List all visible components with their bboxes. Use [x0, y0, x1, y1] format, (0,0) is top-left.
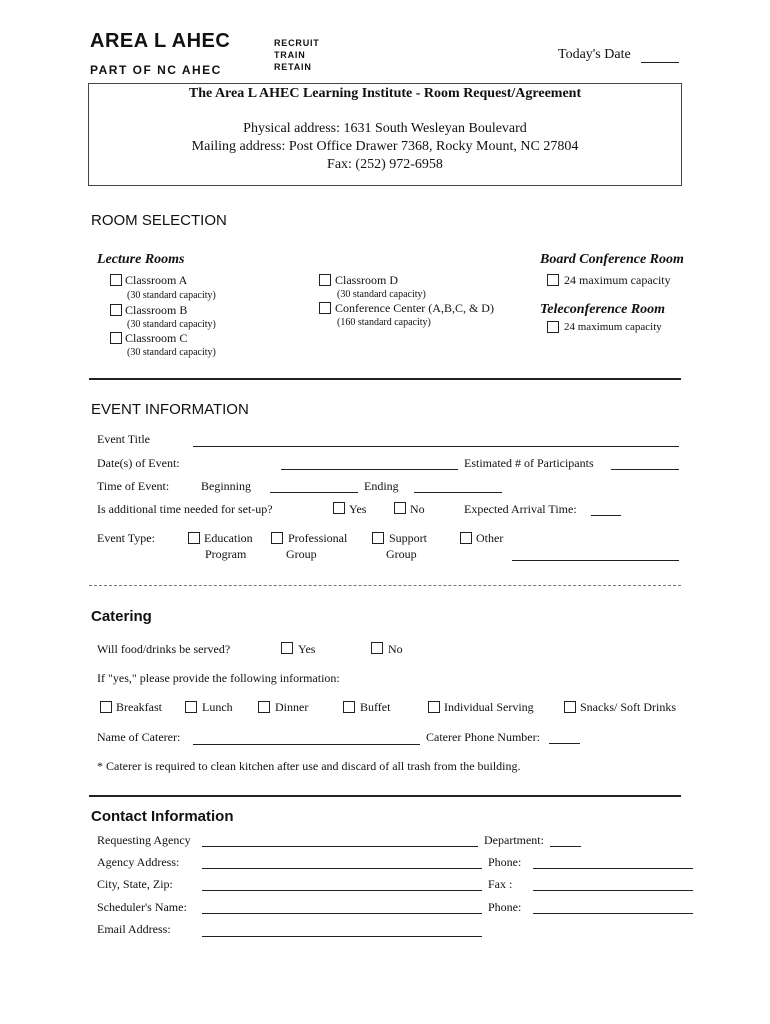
classroom-b-capacity: (30 standard capacity)	[127, 319, 216, 330]
ending-time-field[interactable]	[414, 492, 502, 493]
buffet-checkbox[interactable]	[343, 701, 355, 713]
caterer-phone-label: Caterer Phone Number:	[426, 730, 540, 744]
logo-tag-recruit: RECRUIT	[274, 38, 320, 48]
type-other-checkbox[interactable]	[460, 532, 472, 544]
logo-tag-retain: RETAIN	[274, 62, 312, 72]
conference-center-label: Conference Center (A,B,C, & D)	[335, 301, 494, 315]
logo-tag-train: TRAIN	[274, 50, 306, 60]
type-professional-label-2: Group	[286, 547, 317, 561]
event-title-field[interactable]	[193, 446, 679, 447]
type-education-checkbox[interactable]	[188, 532, 200, 544]
contact-information-heading: Contact Information	[91, 808, 234, 825]
form-title: The Area L AHEC Learning Institute - Room Request/Agreement	[188, 86, 582, 101]
fax-label: Fax :	[488, 877, 513, 891]
event-title-label: Event Title	[97, 432, 151, 446]
logo-name: AREA L AHEC	[90, 30, 231, 52]
teleconference-checkbox[interactable]	[547, 321, 559, 333]
arrival-time-label: Expected Arrival Time:	[464, 502, 577, 516]
food-yes-label: Yes	[298, 642, 316, 656]
board-conference-capacity: 24 maximum capacity	[564, 273, 671, 287]
individual-serving-checkbox[interactable]	[428, 701, 440, 713]
dinner-label: Dinner	[275, 700, 309, 714]
room-selection-heading: ROOM SELECTION	[91, 212, 227, 229]
event-time-label: Time of Event:	[97, 479, 170, 493]
department-label: Department:	[484, 833, 544, 847]
snacks-label: Snacks/ Soft Drinks	[580, 700, 676, 714]
scheduler-phone-label: Phone:	[488, 900, 522, 914]
classroom-c-capacity: (30 standard capacity)	[127, 347, 216, 358]
type-support-label-2: Group	[386, 547, 417, 561]
classroom-d-checkbox[interactable]	[319, 274, 331, 286]
section-divider	[89, 378, 681, 380]
setup-yes-checkbox[interactable]	[333, 502, 345, 514]
requesting-agency-label: Requesting Agency	[97, 833, 191, 847]
setup-time-label: Is additional time needed for set-up?	[97, 502, 273, 516]
arrival-time-field[interactable]	[591, 515, 621, 516]
classroom-c-checkbox[interactable]	[110, 332, 122, 344]
city-state-zip-field[interactable]	[202, 890, 482, 891]
agency-address-field[interactable]	[202, 868, 482, 869]
physical-address: Physical address: 1631 South Wesleyan Boulevard	[243, 121, 527, 136]
event-type-label: Event Type:	[97, 531, 155, 545]
classroom-b-checkbox[interactable]	[110, 304, 122, 316]
caterer-note: * Caterer is required to clean kitchen after use and discard of all trash from the building.	[97, 759, 521, 773]
food-no-checkbox[interactable]	[371, 642, 383, 654]
scheduler-phone-field[interactable]	[533, 913, 693, 914]
food-no-label: No	[388, 642, 403, 656]
food-served-label: Will food/drinks be served?	[97, 642, 231, 656]
board-conference-checkbox[interactable]	[547, 274, 559, 286]
classroom-d-capacity: (30 standard capacity)	[337, 289, 426, 300]
email-address-field[interactable]	[202, 936, 482, 937]
fax-field[interactable]	[533, 890, 693, 891]
dashed-divider	[89, 585, 681, 586]
type-professional-label-1: Professional	[288, 531, 348, 545]
caterer-name-field[interactable]	[193, 744, 420, 745]
event-dates-label: Date(s) of Event:	[97, 456, 180, 470]
food-yes-checkbox[interactable]	[281, 642, 293, 654]
mailing-address: Mailing address: Post Office Drawer 7368, Rocky Mount, NC 27804	[191, 139, 579, 154]
beginning-label: Beginning	[201, 479, 251, 493]
requesting-agency-field[interactable]	[202, 846, 478, 847]
if-yes-instruction: If "yes," please provide the following information:	[97, 671, 340, 685]
setup-no-checkbox[interactable]	[394, 502, 406, 514]
dinner-checkbox[interactable]	[258, 701, 270, 713]
city-state-zip-label: City, State, Zip:	[97, 877, 173, 891]
classroom-a-checkbox[interactable]	[110, 274, 122, 286]
classroom-a-label: Classroom A	[125, 273, 188, 287]
fax-number: Fax: (252) 972-6958	[327, 157, 443, 172]
type-other-label: Other	[476, 531, 504, 545]
type-education-label-2: Program	[205, 547, 247, 561]
type-other-field[interactable]	[512, 560, 679, 561]
teleconference-heading: Teleconference Room	[540, 302, 666, 317]
caterer-name-label: Name of Caterer:	[97, 730, 181, 744]
board-conference-heading: Board Conference Room	[540, 252, 684, 267]
scheduler-name-field[interactable]	[202, 913, 482, 914]
todays-date-label: Today's Date	[558, 47, 631, 62]
classroom-b-label: Classroom B	[125, 303, 188, 317]
teleconference-capacity: 24 maximum capacity	[564, 321, 662, 333]
type-professional-checkbox[interactable]	[271, 532, 283, 544]
setup-yes-label: Yes	[349, 502, 367, 516]
phone-label: Phone:	[488, 855, 522, 869]
conference-center-checkbox[interactable]	[319, 302, 331, 314]
lunch-checkbox[interactable]	[185, 701, 197, 713]
buffet-label: Buffet	[360, 700, 391, 714]
phone-field[interactable]	[533, 868, 693, 869]
event-dates-field[interactable]	[281, 469, 458, 470]
snacks-checkbox[interactable]	[564, 701, 576, 713]
classroom-c-label: Classroom C	[125, 331, 188, 345]
todays-date-field[interactable]	[641, 62, 679, 63]
conference-center-capacity: (160 standard capacity)	[337, 317, 431, 328]
participants-label: Estimated # of Participants	[464, 456, 594, 470]
scheduler-name-label: Scheduler's Name:	[97, 900, 187, 914]
email-address-label: Email Address:	[97, 922, 171, 936]
type-education-label-1: Education	[204, 531, 253, 545]
beginning-time-field[interactable]	[270, 492, 358, 493]
contact-divider	[89, 795, 681, 797]
department-field[interactable]	[550, 846, 581, 847]
type-support-checkbox[interactable]	[372, 532, 384, 544]
caterer-phone-field[interactable]	[549, 743, 580, 744]
breakfast-label: Breakfast	[116, 700, 162, 714]
lecture-rooms-heading: Lecture Rooms	[97, 252, 185, 267]
logo-subtitle: PART OF NC AHEC	[90, 63, 222, 77]
lunch-label: Lunch	[202, 700, 233, 714]
catering-heading: Catering	[91, 608, 152, 625]
setup-no-label: No	[410, 502, 425, 516]
type-support-label-1: Support	[389, 531, 428, 545]
agency-address-label: Agency Address:	[97, 855, 180, 869]
breakfast-checkbox[interactable]	[100, 701, 112, 713]
classroom-a-capacity: (30 standard capacity)	[127, 290, 216, 301]
ending-label: Ending	[364, 479, 399, 493]
individual-serving-label: Individual Serving	[444, 700, 534, 714]
event-information-heading: EVENT INFORMATION	[91, 401, 249, 418]
classroom-d-label: Classroom D	[335, 273, 398, 287]
participants-field[interactable]	[611, 469, 679, 470]
